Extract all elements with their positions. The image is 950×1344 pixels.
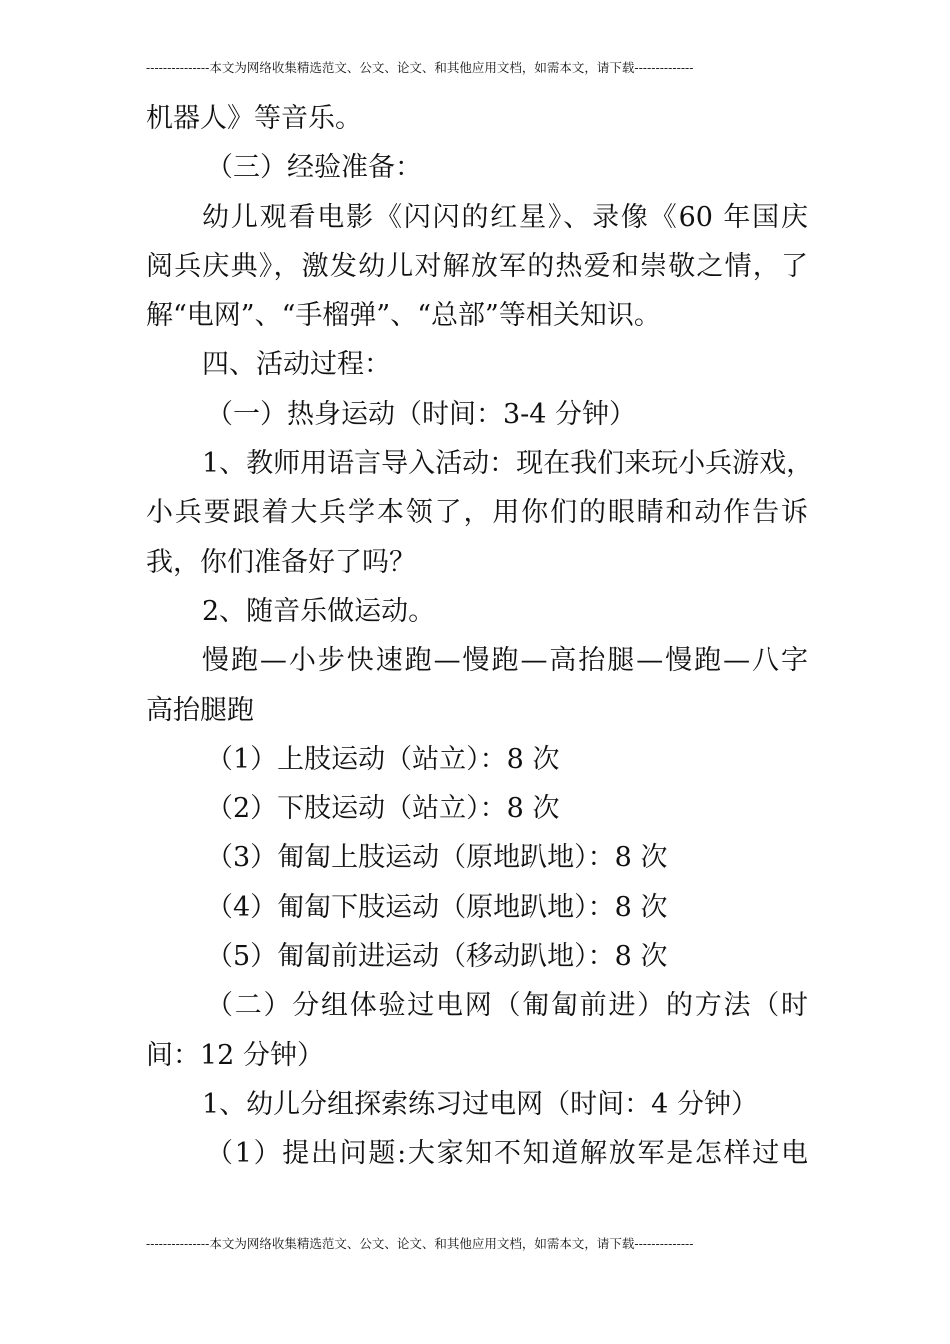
text-line: 小兵要跟着大兵学本领了，用你们的眼睛和动作告诉 — [146, 497, 808, 529]
section-heading: （二）分组体验过电网（匍匐前进）的方法（时 — [206, 990, 808, 1022]
list-item: （2）下肢运动（站立）：8 次 — [206, 793, 560, 825]
section-heading: 四、活动过程： — [202, 349, 391, 381]
text-line: 阅兵庆典》，激发幼儿对解放军的热爱和崇敬之情，了 — [146, 250, 808, 282]
text-line: 间：12 分钟） — [146, 1039, 324, 1071]
text-line: 1、教师用语言导入活动：现在我们来玩小兵游戏， — [202, 448, 814, 480]
page-header: ---------------本文为网络收集精选范文、公文、论文、和其他应用文档，如需本文，请下载-------------- — [146, 60, 694, 75]
section-heading: （一）热身运动（时间：3-4 分钟） — [206, 398, 637, 430]
text-line: 1、幼儿分组探索练习过电网（时间：4 分钟） — [202, 1088, 758, 1120]
list-item: （1）上肢运动（站立）：8 次 — [206, 743, 560, 775]
section-heading: （三）经验准备： — [206, 152, 422, 184]
text-line: （1）提出问题:大家知不知道解放军是怎样过电 — [206, 1138, 808, 1170]
list-item: （4）匍匐下肢运动（原地趴地）：8 次 — [206, 891, 668, 923]
text-line: 高抬腿跑 — [146, 694, 254, 726]
text-line: 我，你们准备好了吗？ — [146, 546, 416, 578]
text-line: 2、随音乐做运动。 — [202, 595, 436, 627]
list-item: （3）匍匐上肢运动（原地趴地）：8 次 — [206, 842, 668, 874]
text-line: 解“电网”、“手榴弹”、“总部”等相关知识。 — [146, 300, 661, 332]
page-footer: ---------------本文为网络收集精选范文、公文、论文、和其他应用文档，如需本文，请下载-------------- — [146, 1236, 694, 1251]
document-body — [146, 94, 814, 1179]
text-line: 机器人》等音乐。 — [146, 103, 362, 134]
text-line: 幼儿观看电影《闪闪的红星》、录像《60 年国庆 — [202, 201, 808, 233]
list-item: （5）匍匐前进运动（移动趴地）：8 次 — [206, 941, 668, 973]
text-line: 慢跑—小步快速跑—慢跑—高抬腿—慢跑—八字 — [202, 645, 808, 677]
